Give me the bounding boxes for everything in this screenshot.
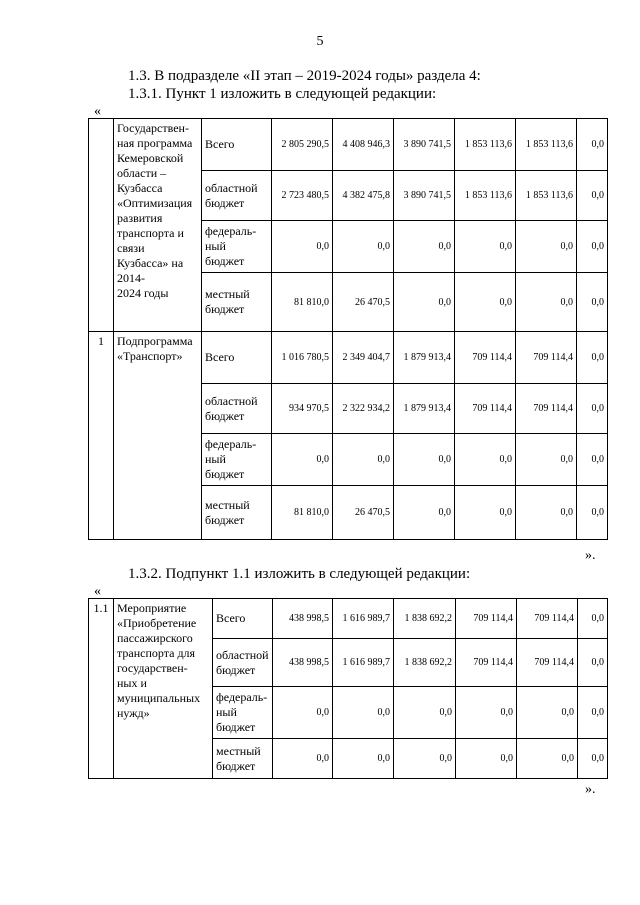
funding-value: 0,0 [333,687,394,739]
funding-value: 0,0 [577,332,608,384]
funding-value: 709 114,4 [455,332,516,384]
funding-value: 709 114,4 [517,639,578,687]
subsection-2-heading: 1.3.2. Подпункт 1.1 изложить в следующей редакции: [128,566,471,582]
funding-value: 3 890 741,5 [394,171,455,221]
funding-value: 2 723 480,5 [272,171,333,221]
funding-value: 0,0 [577,384,608,434]
funding-value: 4 382 475,8 [333,171,394,221]
funding-value: 0,0 [333,739,394,779]
funding-source: областной бюджет [202,171,272,221]
funding-value: 0,0 [516,434,577,486]
funding-value: 0,0 [394,434,455,486]
funding-value: 0,0 [455,221,516,273]
funding-value: 0,0 [577,221,608,273]
row-index: 1.1 [89,599,114,779]
funding-value: 709 114,4 [456,639,517,687]
funding-source: Всего [202,119,272,171]
funding-value: 0,0 [272,434,333,486]
funding-value: 1 879 913,4 [394,384,455,434]
funding-value: 0,0 [577,171,608,221]
funding-value: 709 114,4 [516,332,577,384]
funding-value: 0,0 [577,434,608,486]
program-name: Государствен- ная программа Кемеровской области – Кузбасса «Оптимизация развития транспорта и связи Кузбасса» на 2014- 2024 годы [114,119,202,332]
funding-source: федераль- ный бюджет [202,434,272,486]
funding-value: 0,0 [516,486,577,540]
funding-value: 0,0 [394,739,456,779]
funding-value: 1 853 113,6 [455,171,516,221]
funding-source: местный бюджет [202,486,272,540]
funding-value: 1 853 113,6 [516,119,577,171]
program-name: Подпрограмма «Транспорт» [114,332,202,540]
funding-value: 438 998,5 [273,639,333,687]
page-number: 5 [316,34,324,49]
funding-value: 0,0 [456,687,517,739]
funding-source: областной бюджет [213,639,273,687]
funding-value: 0,0 [455,434,516,486]
funding-value: 26 470,5 [333,273,394,332]
funding-value: 81 810,0 [272,486,333,540]
funding-value: 0,0 [273,739,333,779]
funding-value: 0,0 [333,221,394,273]
table-row [89,332,608,384]
funding-value: 1 616 989,7 [333,599,394,639]
funding-value: 1 853 113,6 [516,171,577,221]
funding-value: 1 616 989,7 [333,639,394,687]
funding-value: 709 114,4 [516,384,577,434]
funding-value: 0,0 [516,221,577,273]
funding-source: федераль- ный бюджет [213,687,273,739]
funding-value: 709 114,4 [455,384,516,434]
funding-value: 0,0 [273,687,333,739]
open-quote-1: « [94,104,101,119]
funding-value: 0,0 [394,221,455,273]
funding-value: 709 114,4 [517,599,578,639]
funding-value: 2 322 934,2 [333,384,394,434]
funding-value: 0,0 [394,687,456,739]
funding-source: федераль- ный бюджет [202,221,272,273]
close-quote-2: ». [585,782,596,797]
funding-value: 0,0 [578,687,608,739]
funding-value: 0,0 [577,119,608,171]
program-funding-table [88,118,608,540]
funding-value: 0,0 [333,434,394,486]
funding-source: областной бюджет [202,384,272,434]
section-heading: 1.3. В подразделе «II этап – 2019-2024 годы» раздела 4: [128,68,481,84]
funding-source: местный бюджет [213,739,273,779]
funding-value: 1 879 913,4 [394,332,455,384]
funding-value: 438 998,5 [273,599,333,639]
funding-value: 0,0 [578,599,608,639]
funding-value: 0,0 [517,739,578,779]
funding-value: 0,0 [577,273,608,332]
funding-value: 934 970,5 [272,384,333,434]
funding-value: 0,0 [456,739,517,779]
funding-value: 1 838 692,2 [394,639,456,687]
funding-source: местный бюджет [202,273,272,332]
funding-value: 2 349 404,7 [333,332,394,384]
funding-value: 709 114,4 [456,599,517,639]
funding-value: 0,0 [578,739,608,779]
row-index: 1 [89,332,114,540]
funding-value: 0,0 [517,687,578,739]
measure-funding-table [88,598,608,779]
funding-value: 0,0 [577,486,608,540]
funding-value: 26 470,5 [333,486,394,540]
funding-value: 3 890 741,5 [394,119,455,171]
funding-value: 0,0 [578,639,608,687]
subsection-1-heading: 1.3.1. Пункт 1 изложить в следующей редакции: [128,86,437,102]
funding-value: 1 838 692,2 [394,599,456,639]
table-row [89,119,608,171]
funding-value: 0,0 [394,486,455,540]
funding-value: 0,0 [455,486,516,540]
program-name: Мероприятие «Приобретение пассажирского транспорта для государствен- ных и муниципальных нужд» [114,599,213,779]
funding-value: 2 805 290,5 [272,119,333,171]
funding-value: 1 853 113,6 [455,119,516,171]
funding-source: Всего [213,599,273,639]
funding-value: 1 016 780,5 [272,332,333,384]
close-quote-1: ». [585,548,596,563]
table-row [89,599,608,639]
funding-value: 0,0 [455,273,516,332]
funding-value: 4 408 946,3 [333,119,394,171]
open-quote-2: « [94,584,101,599]
funding-value: 0,0 [272,221,333,273]
row-index [89,119,114,332]
funding-value: 81 810,0 [272,273,333,332]
funding-value: 0,0 [394,273,455,332]
funding-value: 0,0 [516,273,577,332]
funding-source: Всего [202,332,272,384]
